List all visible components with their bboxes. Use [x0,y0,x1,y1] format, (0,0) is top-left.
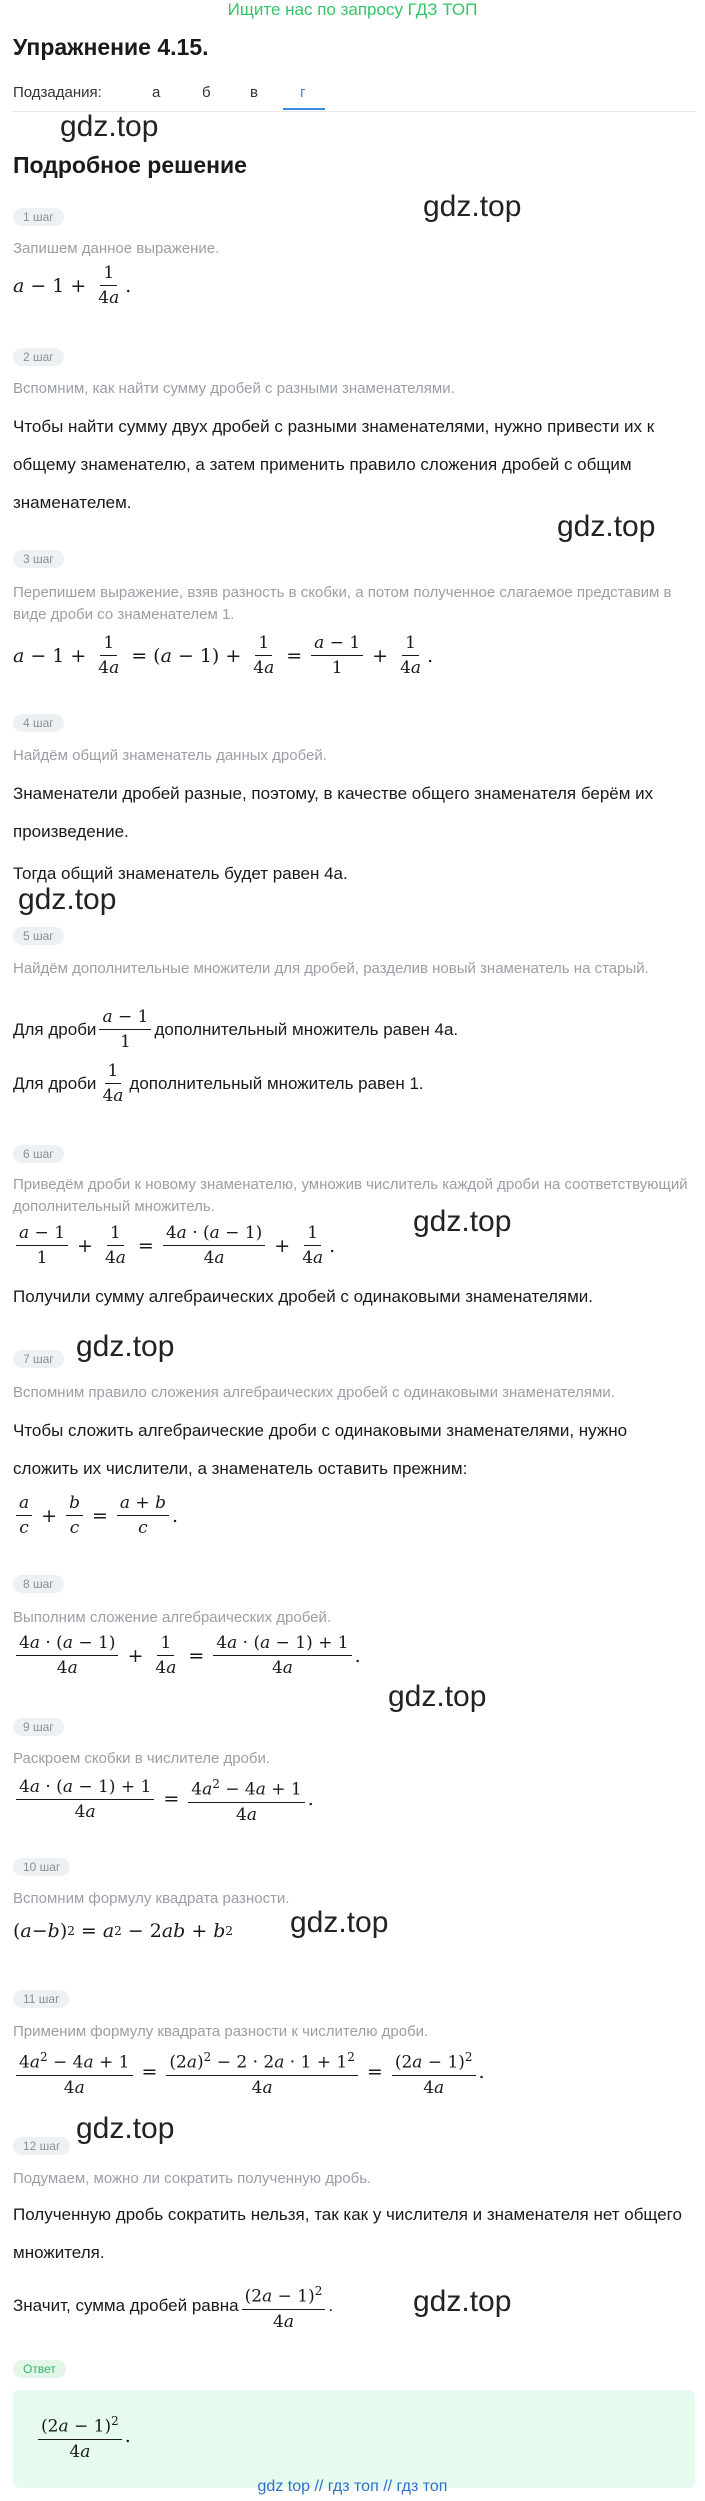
watermark: gdz.top [76,2112,175,2145]
step-text: Получили сумму алгебраических дробей с одинаковыми знаменателями. [13,1287,594,1306]
subtasks-label: Подзадания: [13,84,102,101]
final-sum-line: Значит, сумма дробей равна $\frac{(2a - 1)^2}{4a}$ . [13,2280,333,2333]
step-text: Полученную дробь сократить нельзя, так как у числителя и знаменателя нет общего множителя. [13,2205,682,2262]
step-text: Чтобы сложить алгебраические дроби с одинаковыми знаменателями, нужно сложить их числители, а знаменатель оставить прежним: [13,1421,628,1478]
formula-step8: $\frac{4a \cdot (a - 1)}{4a}$ + $\frac{1}{4a}$ = $\frac{4a \cdot (a - 1) + 1}{4a}$ . [13,1632,361,1679]
tab-b[interactable]: б [202,84,211,101]
step-note: Подумаем, можно ли сократить полученную дробь. [13,2170,372,2187]
step-badge: 3 шаг [13,550,64,568]
formula-step1: a − 1 + $\frac{1}{4a}$ . [13,263,132,308]
step-badge: 8 шаг [13,1575,64,1593]
watermark: gdz.top [388,1680,487,1713]
watermark: gdz.top [76,1330,175,1363]
step-badge: 12 шаг [13,2137,70,2155]
answer-badge: Ответ [13,2360,66,2378]
step-badge: 11 шаг [13,1990,69,2008]
step-note: Вспомним формулу квадрата разности. [13,1890,290,1907]
step-text: Чтобы найти сумму двух дробей с разными знаменателями, нужно привести их к общему знаменателю, а затем применить правило сложения дробей с общим знаменателем. [13,417,655,512]
watermark: gdz.top [18,883,117,916]
tab-v[interactable]: в [250,84,258,101]
footer-links[interactable]: gdz top // гдз топ // гдз топ [257,2478,448,2495]
watermark: gdz.top [60,110,159,143]
formula-step7: $\frac{a}{c}$ + $\frac{b}{c}$ = $\frac{a + b}{c}$ . [13,1492,178,1539]
step-note: Применим формулу квадрата разности к числителю дроби. [13,2023,429,2040]
formula-step6: $\frac{a - 1}{1}$ + $\frac{1}{4a}$ = $\frac{4a \cdot (a - 1)}{4a}$ + $\frac{1}{4a}$ . [13,1222,335,1269]
step-text: Знаменатели дробей разные, поэтому, в качестве общего знаменателя берём их произведение. [13,784,654,841]
step-note: Приведём дроби к новому знаменателю, умножив числитель каждой дроби на соответствующий дополнительный множитель. [13,1176,688,1215]
step-note: Вспомним правило сложения алгебраических дробей с одинаковыми знаменателями. [13,1384,615,1401]
step-badge: 5 шаг [13,927,64,945]
step-note: Найдём дополнительные множители для дробей, разделив новый знаменатель на старый. [13,960,649,977]
step-badge: 1 шаг [13,208,64,226]
extra-multiplier-line2: Для дроби $\frac{1}{4a}$ дополнительный множитель равен 1. [13,1061,424,1106]
extra-multiplier-line1: Для дроби $\frac{a - 1}{1}$ дополнительный множитель равен 4a. [13,1007,459,1052]
tab-a[interactable]: а [152,84,161,101]
watermark: gdz.top [290,1906,389,1939]
watermark: gdz.top [557,510,656,543]
step-badge: 7 шаг [13,1350,64,1368]
step-note: Запишем данное выражение. [13,240,220,257]
step-badge: 4 шаг [13,714,64,732]
step-note: Найдём общий знаменатель данных дробей. [13,747,327,764]
step-badge: 6 шаг [13,1145,64,1163]
answer-formula: $\frac{(2a - 1)^2}{4a}$ . [35,2410,131,2463]
active-tab-indicator [283,108,325,110]
formula-step11: $\frac{4a^2 - 4a + 1}{4a}$ = $\frac{(2a)^2 - 2 \cdot 2a \cdot 1 + 1^2}{4a}$ = $\frac{(2a - 1)^2}{4a}$ . [13,2046,485,2099]
watermark: gdz.top [413,1205,512,1238]
step-badge: 10 шаг [13,1858,70,1876]
top-banner: Ищите нас по запросу ГДЗ ТОП [227,0,478,19]
formula-step9: $\frac{4a \cdot (a - 1) + 1}{4a}$ = $\frac{4a^2 - 4a + 1}{4a}$ . [13,1773,314,1826]
step-note: Выполним сложение алгебраических дробей. [13,1609,332,1626]
tab-g[interactable]: г [300,84,306,101]
step-note: Перепишем выражение, взяв разность в скобки, а потом полученное слагаемое представим в виде дроби со знаменателем 1. [13,584,672,623]
watermark: gdz.top [423,190,522,223]
step-note: Раскроем скобки в числителе дроби. [13,1750,271,1767]
solution-heading: Подробное решение [13,152,247,178]
formula-step10: ( a − b ) 2 = a 2 − 2 ab + b 2 [13,1920,234,1942]
formula-step3: a − 1 + $\frac{1}{4a}$ = ( a − 1) + $\frac{1}{4a}$ = $\frac{a - 1}{1}$ + $\frac{1}{4a}$ . [13,633,434,678]
step-badge: 9 шаг [13,1718,64,1736]
step-text: Тогда общий знаменатель будет равен 4a. [13,864,348,883]
step-note: Вспомним, как найти сумму дробей с разными знаменателями. [13,380,455,397]
exercise-title: Упражнение 4.15. [13,34,209,60]
step-badge: 2 шаг [13,348,64,366]
watermark: gdz.top [413,2285,512,2318]
